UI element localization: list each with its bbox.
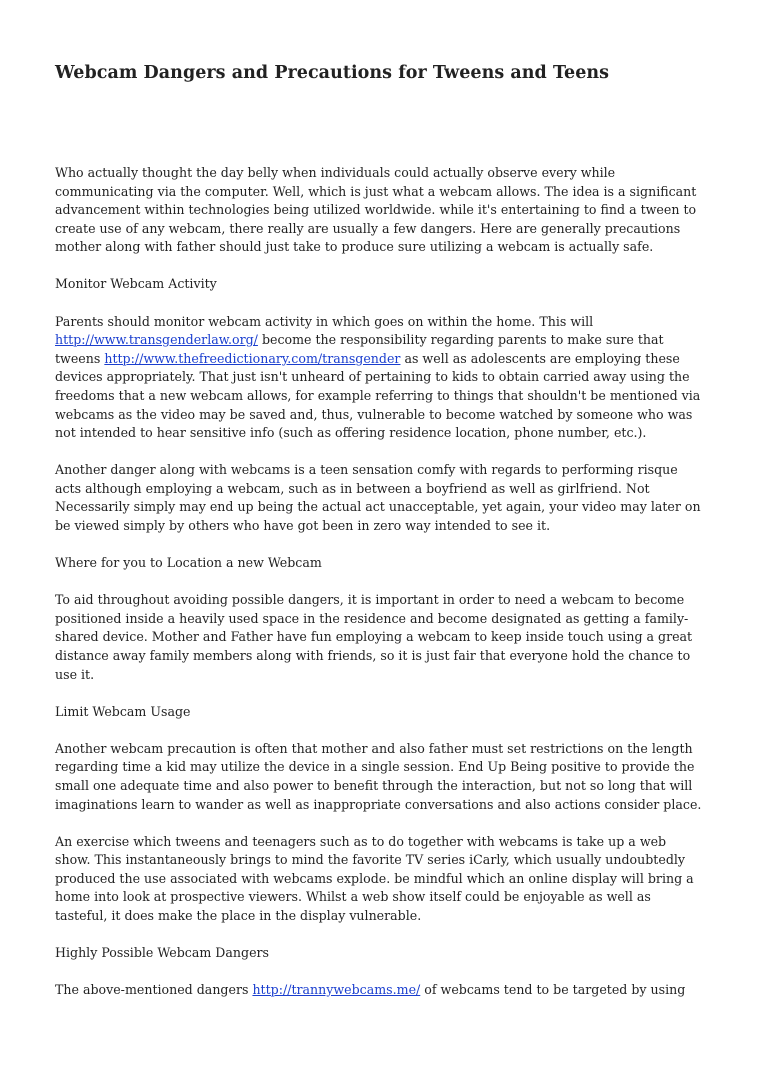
section-heading-highly: Highly Possible Webcam Dangers [55,945,270,961]
final-paragraph [55,981,715,1000]
text-segment: tweens [55,350,105,366]
text-line: tasteful, it does make the place in the display vulnerable. [55,908,422,923]
limit-paragraph [55,740,715,814]
location-paragraph [55,591,715,684]
text-line: produced the use associated with webcams explode. be mindful which an online display will bring a [55,870,694,886]
text-line: Another danger along with webcams is a teen sensation comfy with regards to performing risque [55,462,678,478]
text-line: regarding time a kid may utilize the device in a single session. End Up Being positive to provide the [55,759,695,775]
text-line: devices appropriately. That just isn't unheard of pertaining to kids to obtain carried away using the [55,369,690,385]
transgenderlaw-link[interactable]: http://www.transgenderlaw.org/ [55,332,258,348]
section-heading-limit: Limit Webcam Usage [55,703,191,719]
text-segment: as well as adolescents are employing these [400,350,680,366]
document-title: Webcam Dangers and Precautions for Tweens and Teens [55,63,610,83]
text-segment: of webcams tend to be targeted by using [420,982,686,998]
text-line [55,331,715,350]
text-segment: The above-mentioned dangers [55,982,253,998]
trannywebcams-link[interactable]: http://trannywebcams.me/ [252,982,421,998]
text-line: advancement within technologies being utilized worldwide. while it's entertaining to find a tween to [55,202,697,218]
danger-paragraph [55,461,715,535]
text-line: communicating via the computer. Well, which is just what a webcam allows. The idea is a significant [55,183,697,199]
section-heading-monitor: Monitor Webcam Activity [55,276,217,292]
text-line: small one adequate time and also power to benefit through the interaction, but not so long that will [55,777,693,793]
text-line: Necessarily simply may end up being the actual act unacceptable, yet again, your video may later on [55,499,701,515]
text-line: positioned inside a heavily used space in the residence and become designated as getting a family- [55,610,689,626]
text-line: acts although employing a webcam, such as in between a boyfriend as well as girlfriend. Not [55,480,650,496]
document-page [55,60,715,1018]
text-line: home into look at prospective viewers. Whilst a web show itself could be enjoyable as well as [55,889,651,905]
text-line: Another webcam precaution is often that mother and also father must set restrictions on the length [55,740,693,756]
text-line: Who actually thought the day belly when individuals could actually observe every while [55,165,616,180]
text-line: An exercise which tweens and teenagers such as to do together with webcams is take up a web [55,833,667,849]
text-line: use it. [55,666,95,682]
text-line: shared device. Mother and Father have fun employing a webcam to keep inside touch using a great [55,629,693,645]
text-line: be viewed simply by others who have got been in zero way intended to see it. [55,518,551,533]
text-line: Parents should monitor webcam activity in which goes on within the home. This will [55,313,594,329]
exercise-paragraph [55,833,715,926]
text-line: mother along with father should just take to produce sure utilizing a webcam is actually safe. [55,239,654,255]
text-line: imaginations learn to wander as well as inappropriate conversations and also actions consider place. [55,796,702,812]
section-heading-location: Where for you to Location a new Webcam [55,555,322,571]
text-segment: become the responsibility regarding parents to make sure that [257,332,664,348]
text-line: To aid throughout avoiding possible dangers, it is important in order to need a webcam to become [55,592,685,608]
text-line: distance away family members along with friends, so it is just fair that everyone hold the chance to [55,647,691,663]
text-line: webcams as the video may be saved and, thus, vulnerable to become watched by someone who was [55,406,693,422]
text-line: not intended to hear sensitive info (such as offering residence location, phone number, etc.). [55,425,647,441]
intro-paragraph [55,164,715,257]
freedictionary-link[interactable]: http://www.thefreedictionary.com/transgender [104,350,401,366]
text-line: create use of any webcam, there really are usually a few dangers. Here are generally precautions [55,220,681,236]
text-line: freedoms that a new webcam allows, for example referring to things that shouldn't be mentioned via [55,387,701,403]
text-line: show. This instantaneously brings to mind the favorite TV series iCarly, which usually undoubtedly [55,852,686,868]
monitor-paragraph [55,313,715,443]
text-line [55,350,715,369]
text-line [55,981,715,1000]
